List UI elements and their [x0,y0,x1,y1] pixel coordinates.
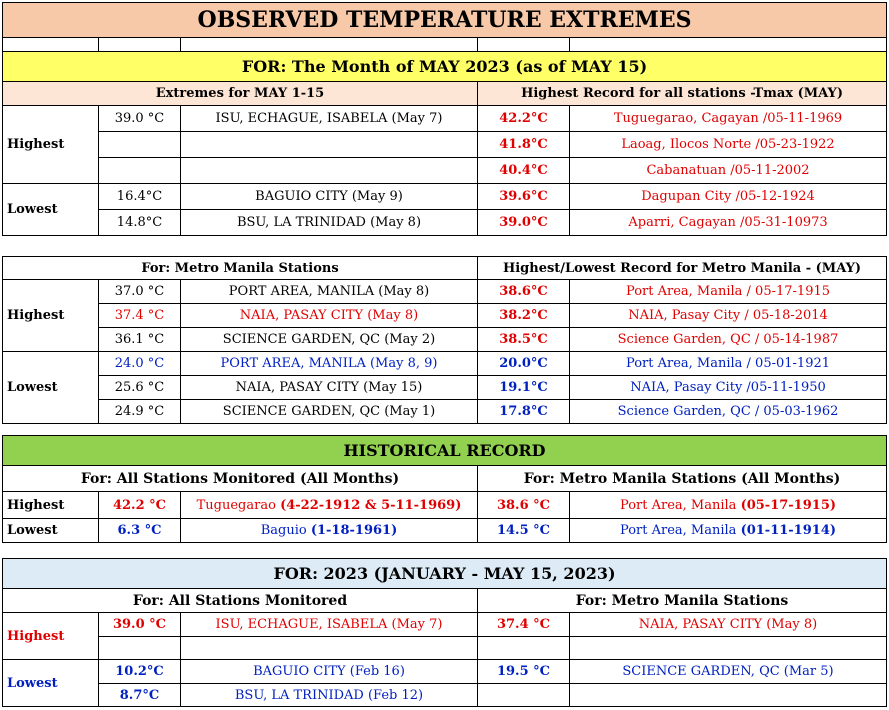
metro-record-station: NAIA, Pasay City /05-11-1950 [570,376,887,400]
ytd-mm-station [570,637,887,660]
metro-highest-label: Highest [3,280,99,352]
metro-station: SCIENCE GARDEN, QC (May 1) [181,400,478,424]
historical-highest-date: (4-22-1912 & 5-11-1969) [280,497,462,513]
historical-mm-lowest-temp: 14.5 °C [478,519,570,543]
historical-left-header: For: All Stations Monitored (All Months) [3,466,478,492]
historical-mm-lowest-station-name: Port Area, Manila [620,523,741,538]
ytd-mm-station [570,684,887,707]
metro-record-temp: 20.0°C [478,352,570,376]
metro-right-header: Highest/Lowest Record for Metro Manila - (MAY) [478,257,887,280]
historical-lowest-station [181,519,478,543]
metro-record-station: Science Garden, QC / 05-14-1987 [570,328,887,352]
ytd-mm-station: NAIA, PASAY CITY (May 8) [570,613,887,637]
metro-temp: 25.6 °C [99,376,181,400]
page-title: OBSERVED TEMPERATURE EXTREMES [3,3,887,38]
month-station: BSU, LA TRINIDAD (May 8) [181,210,478,236]
ytd-highest-label: Highest [3,613,99,660]
historical-mm-highest-date: (05-17-1915) [740,497,837,513]
month-station [181,158,478,184]
month-station: BAGUIO CITY (May 9) [181,184,478,210]
record-temp: 39.6°C [478,184,570,210]
historical-lowest-station-name: Baguio [260,523,311,538]
metro-station: PORT AREA, MANILA (May 8) [181,280,478,304]
month-banner: FOR: The Month of MAY 2023 (as of MAY 15) [3,52,887,82]
historical-highest-label: Highest [3,492,99,519]
ytd-station: ISU, ECHAGUE, ISABELA (May 7) [181,613,478,637]
ytd-mm-temp [478,637,570,660]
metro-temp: 24.0 °C [99,352,181,376]
month-temp [99,132,181,158]
ytd-station: BSU, LA TRINIDAD (Feb 12) [181,684,478,707]
metro-manila-table [2,256,887,424]
ytd-lowest-label: Lowest [3,660,99,707]
metro-station: PORT AREA, MANILA (May 8, 9) [181,352,478,376]
historical-mm-lowest-station [570,519,887,543]
metro-record-temp: 38.6°C [478,280,570,304]
month-lowest-label: Lowest [3,184,99,236]
historical-mm-highest-temp: 38.6 °C [478,492,570,519]
historical-highest-station-name: Tuguegarao [196,497,281,513]
record-station: Dagupan City /05-12-1924 [570,184,887,210]
historical-lowest-date: (1-18-1961) [310,523,398,538]
metro-record-station: Port Area, Manila / 05-01-1921 [570,352,887,376]
metro-lowest-label: Lowest [3,352,99,424]
metro-temp: 36.1 °C [99,328,181,352]
historical-mm-highest-station-name: Port Area, Manila [620,497,741,513]
metro-record-temp: 17.8°C [478,400,570,424]
month-station: ISU, ECHAGUE, ISABELA (May 7) [181,106,478,132]
record-temp: 41.8°C [478,132,570,158]
metro-record-temp: 38.5°C [478,328,570,352]
metro-record-station: Port Area, Manila / 05-17-1915 [570,280,887,304]
ytd-temp: 39.0 °C [99,613,181,637]
month-temp: 39.0 °C [99,106,181,132]
ytd-temp [99,637,181,660]
historical-highest-temp: 42.2 °C [99,492,181,519]
historical-right-header: For: Metro Manila Stations (All Months) [478,466,887,492]
metro-record-temp: 38.2°C [478,304,570,328]
metro-station: NAIA, PASAY CITY (May 15) [181,376,478,400]
metro-record-temp: 19.1°C [478,376,570,400]
ytd-temp: 8.7°C [99,684,181,707]
historical-highest-station [181,492,478,519]
record-temp: 39.0°C [478,210,570,236]
month-temp [99,158,181,184]
ytd-mm-station: SCIENCE GARDEN, QC (Mar 5) [570,660,887,684]
metro-left-header: For: Metro Manila Stations [3,257,478,280]
month-temp: 14.8°C [99,210,181,236]
historical-lowest-label: Lowest [3,519,99,543]
record-station: Aparri, Cagayan /05-31-10973 [570,210,887,236]
ytd-station [181,637,478,660]
metro-temp: 37.0 °C [99,280,181,304]
metro-record-station: Science Garden, QC / 05-03-1962 [570,400,887,424]
historical-banner: HISTORICAL RECORD [3,436,887,466]
ytd-mm-temp: 37.4 °C [478,613,570,637]
metro-station: SCIENCE GARDEN, QC (May 2) [181,328,478,352]
ytd-station: BAGUIO CITY (Feb 16) [181,660,478,684]
historical-record-table [2,435,887,543]
ytd-banner: FOR: 2023 (JANUARY - MAY 15, 2023) [3,559,887,589]
record-temp: 40.4°C [478,158,570,184]
month-left-header: Extremes for MAY 1-15 [3,82,478,106]
record-station: Laoag, Ilocos Norte /05-23-1922 [570,132,887,158]
record-temp: 42.2°C [478,106,570,132]
month-station [181,132,478,158]
metro-station: NAIA, PASAY CITY (May 8) [181,304,478,328]
month-temp: 16.4°C [99,184,181,210]
month-right-header: Highest Record for all stations -Tmax (MAY) [478,82,887,106]
record-station: Cabanatuan /05-11-2002 [570,158,887,184]
historical-mm-highest-station [570,492,887,519]
ytd-temp: 10.2°C [99,660,181,684]
ytd-mm-temp [478,684,570,707]
metro-temp: 37.4 °C [99,304,181,328]
ytd-2023-table [2,558,887,707]
metro-temp: 24.9 °C [99,400,181,424]
ytd-mm-temp: 19.5 °C [478,660,570,684]
metro-record-station: NAIA, Pasay City / 05-18-2014 [570,304,887,328]
may-extremes-table [2,2,887,236]
ytd-right-header: For: Metro Manila Stations [478,589,887,613]
month-highest-label: Highest [3,106,99,184]
record-station: Tuguegarao, Cagayan /05-11-1969 [570,106,887,132]
historical-lowest-temp: 6.3 °C [99,519,181,543]
historical-mm-lowest-date: (01-11-1914) [740,523,837,538]
ytd-left-header: For: All Stations Monitored [3,589,478,613]
